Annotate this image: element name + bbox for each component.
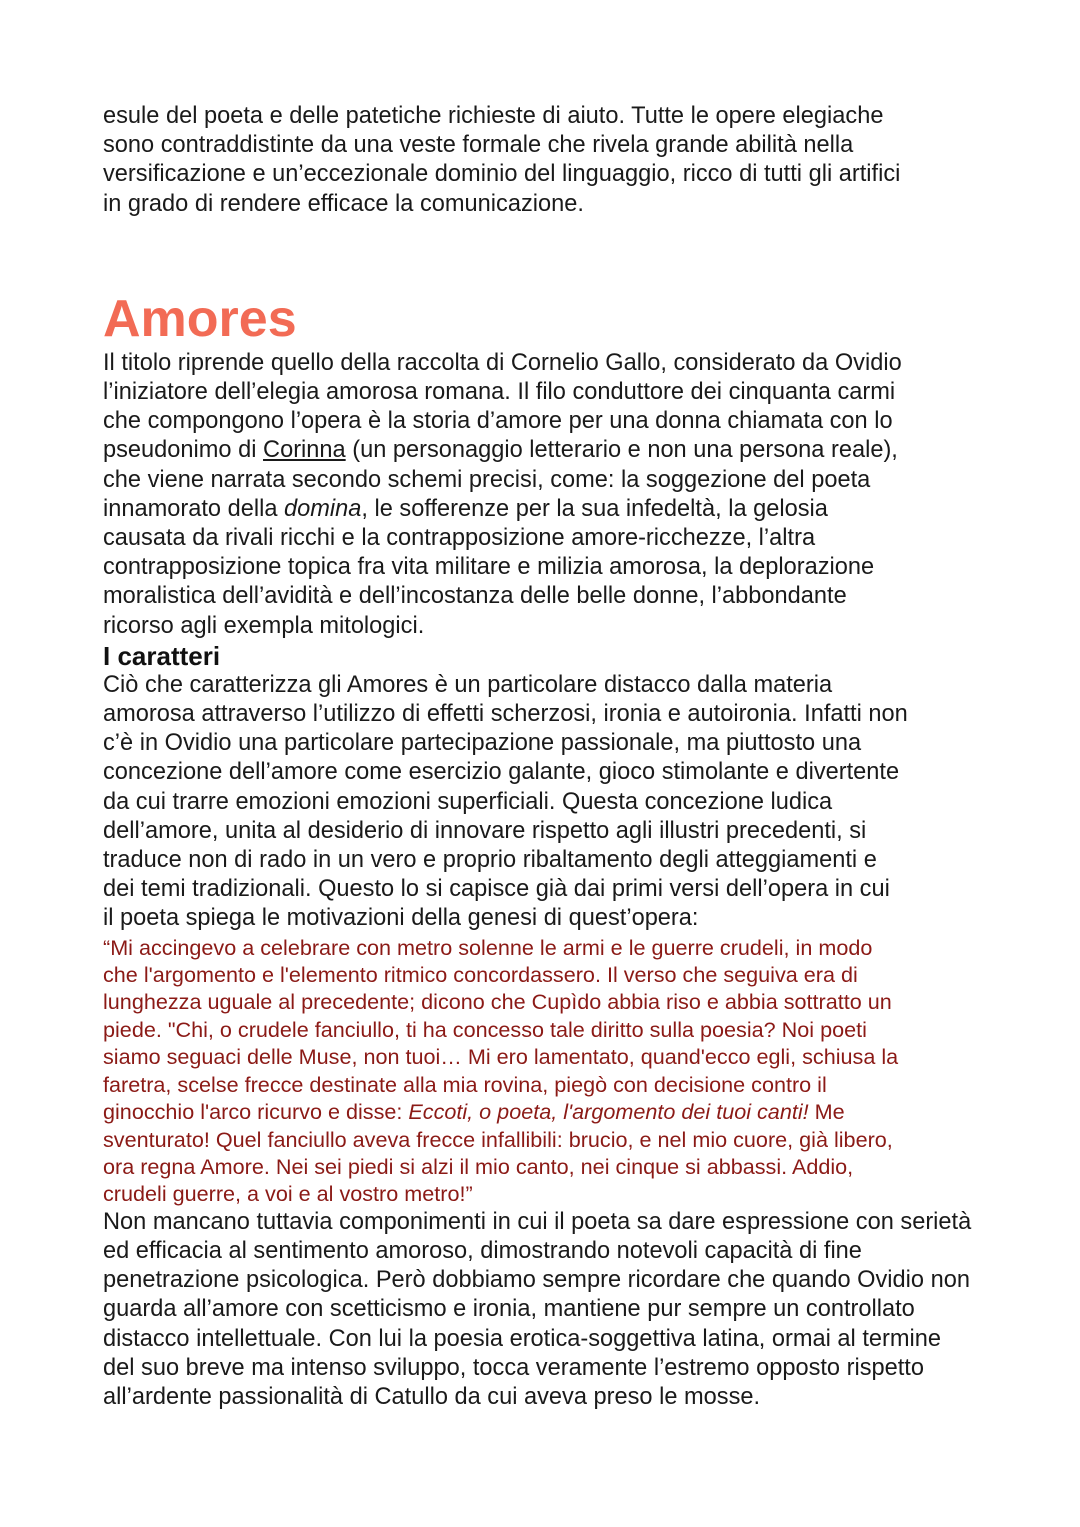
domina-emphasis: domina [284, 495, 362, 522]
subheading-caratteri: I caratteri [103, 640, 221, 671]
corinna-link[interactable]: Corinna [263, 437, 346, 464]
closing-paragraph: Non mancano tuttavia componimenti in cui il poeta sa dare espressione con serietà ed efficacia al sentimento amoroso, dimostrando notevoli capacità di fine penetrazione psicologica. Però dobbiamo sempre ricordare che quando Ovidio non guarda all’amore con scetticismo e ironia, mantiene pur sempre un controllato distacco intellettuale. Con lui la poesia erotica-soggettiva latina, ormai al termine del suo breve ma intenso sviluppo, tocca veramente l’estremo opposto rispetto all’ardente passionalità di Catullo da cui aveva preso le mosse. [103, 1208, 972, 1410]
amores-paragraph [103, 349, 983, 641]
amores-text-part-1: Il titolo riprende quello della raccolta di Cornelio Gallo, considerato da Ovidio l’iniziatore dell’elegia amorosa romana. Il filo conduttore dei cinquanta carmi che compongono l’opera è la storia d’amore per una donna chiamata con lo pseudonimo di [103, 349, 902, 464]
quote-text-part-2: Me sventurato! Quel fanciullo aveva frecce infallibili: brucio, e nel mio cuore, già libero, ora regna Amore. Nei sei piedi si alzi il mio canto, nei cinque si abbassi. Addio, crudeli guerre, a voi e al vostro metro!” [103, 1099, 893, 1207]
quote-emphasis: Eccoti, o poeta, l'argomento dei tuoi canti! [408, 1099, 809, 1125]
quote-text-part-1: “Mi accingevo a celebrare con metro solenne le armi e le guerre crudeli, in modo che l'argomento e l'elemento ritmico concordassero. Il verso che seguiva era di lunghezza uguale al precedente; dicono che Cupìdo abbia riso e abbia sottratto un piede. "Chi, o crudele fanciullo, ti ha concesso tale diritto sulla poesia? Noi poeti siamo seguaci delle Muse, non tuoi… Mi ero lamentato, quand'ecco egli, schiusa la faretra, scelse frecce destinate alla mia rovina, piegò con decisione contro il ginocchio l'arco ricurvo e disse: [103, 934, 899, 1125]
amores-text-part-3: , le sofferenze per la sua infedeltà, la gelosia causata da rivali ricchi e la contrapposizione amore-ricchezze, l’altra contrapposizione topica fra vita militare e milizia amorosa, la deplorazione moralistica dell’avidità e dell’incostanza delle belle donne, l’abbondante ricorso agli exempla mitologici. [103, 495, 875, 639]
caratteri-paragraph: Ciò che caratterizza gli Amores è un particolare distacco dalla materia amorosa attraverso l’utilizzo di effetti scherzosi, ironia e autoironia. Infatti non c’è in Ovidio una particolare partecipazione passionale, ma piuttosto una concezione dell’amore come esercizio galante, gioco stimolante e divertente da cui trarre emozioni emozioni superficiali. Questa concezione ludica dell’amore, unita al desiderio di innovare rispetto agli illustri precedenti, si traduce non di rado in un vero e proprio ribaltamento degli atteggiamenti e dei temi tradizionali. Questo lo si capisce già dai primi versi dell’opera in cui il poeta spiega le motivazioni della genesi di quest’opera: [103, 671, 908, 932]
amores-text-part-2: (un personaggio letterario e non una persona reale), che viene narrata secondo schemi precisi, come: la soggezione del poeta innamorato della [103, 437, 898, 522]
section-title-amores: Amores [103, 289, 297, 348]
document-page [103, 102, 983, 1412]
intro-paragraph: esule del poeta e delle patetiche richieste di aiuto. Tutte le opere elegiache sono contraddistinte da una veste formale che rivela grande abilità nella versificazione e un’eccezionale dominio del linguaggio, ricco di tutti gli artifici in grado di rendere efficace la comunicazione. [103, 103, 901, 217]
ovid-quote [103, 934, 983, 1208]
